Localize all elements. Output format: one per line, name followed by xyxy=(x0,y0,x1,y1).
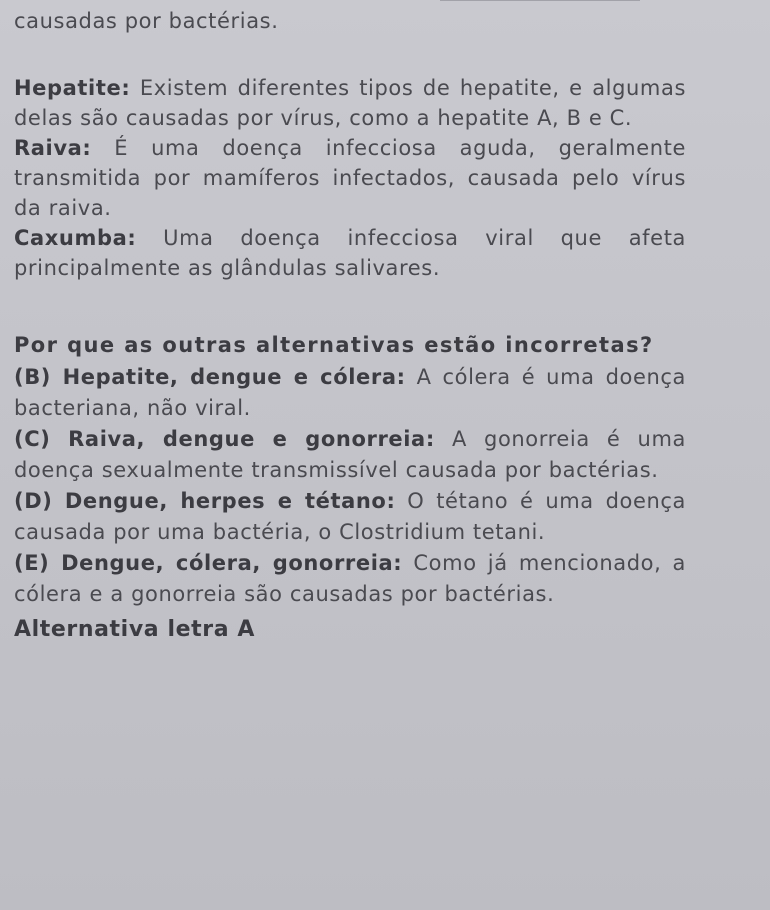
previous-text-fragment xyxy=(440,0,640,5)
disease-term: Caxumba: xyxy=(14,226,137,250)
question-heading: Por que as outras alternativas estão incorretas? xyxy=(14,333,654,357)
disease-term: Hepatite: xyxy=(14,76,131,100)
alternative-term: (D) Dengue, herpes e tétano: xyxy=(14,489,396,513)
alternative-explanation: A cólera é uma doença bacteriana, não viral. xyxy=(14,365,686,420)
alternative-e xyxy=(14,548,686,610)
alternatives-list xyxy=(14,362,686,610)
alternative-explanation: O tétano é uma doença causada por uma bactéria, o Clostridium tetani. xyxy=(14,489,686,544)
alternative-explanation: Como já mencionado, a cólera e a gonorreia são causadas por bactérias. xyxy=(14,551,686,606)
alternative-c xyxy=(14,424,686,486)
disease-hepatite xyxy=(14,73,686,133)
disease-term: Raiva: xyxy=(14,136,92,160)
alternative-b xyxy=(14,362,686,424)
disease-description: É uma doença infecciosa aguda, geralmente transmitida por mamíferos infectados, causada pelo vírus da raiva. xyxy=(14,136,686,220)
alternative-d xyxy=(14,486,686,548)
disease-raiva xyxy=(14,133,686,223)
disease-description: Uma doença infecciosa viral que afeta principalmente as glândulas salivares. xyxy=(14,226,686,280)
alternative-term: (B) Hepatite, dengue e cólera: xyxy=(14,365,406,389)
alternative-explanation: A gonorreia é uma doença sexualmente transmissível causada por bactérias. xyxy=(14,427,686,482)
disease-description: Existem diferentes tipos de hepatite, e algumas delas são causadas por vírus, como a hepatite A, B e C. xyxy=(14,76,686,130)
alternative-term: (C) Raiva, dengue e gonorreia: xyxy=(14,427,435,451)
document-page xyxy=(14,6,686,668)
disease-list xyxy=(14,73,686,283)
intro-line: causadas por bactérias. xyxy=(14,9,279,33)
spacer xyxy=(14,36,686,73)
disease-caxumba xyxy=(14,223,686,283)
alternative-term: (E) Dengue, cólera, gonorreia: xyxy=(14,551,403,575)
final-answer: Alternativa letra A xyxy=(14,617,256,642)
spacer xyxy=(14,283,686,329)
